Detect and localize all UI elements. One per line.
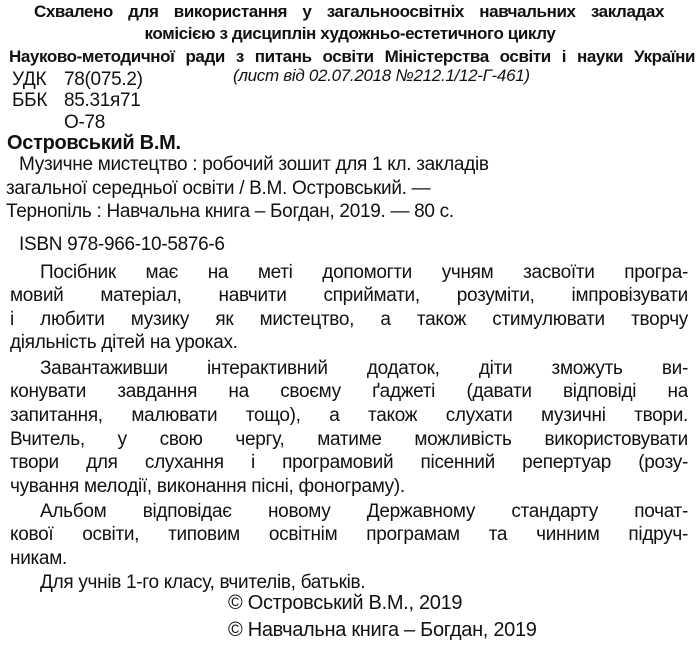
udk-label: УДК	[12, 69, 47, 90]
isbn: ISBN 978-966-10-5876-6	[19, 234, 225, 255]
approval-line-1: Схвалено для використання у загальноосвітніх навчальних закладах	[34, 2, 664, 21]
annotation-line: і любити музику як мистецтво, а також стимулювати творчу	[10, 309, 688, 330]
approval-line-2: комісією з дисциплін художньо-естетичного циклу	[144, 24, 556, 43]
annotation-line: кової освіти, типовим освітнім програмам та чинним підруч-	[10, 524, 688, 545]
biblio-line: загальної середньої освіти / В.М. Островський. —	[6, 178, 431, 199]
annotation-line: никам.	[10, 548, 67, 569]
approval-letter: (лист від 02.07.2018 №212.1/12-Г-461)	[233, 66, 530, 85]
author-sign: О-78	[64, 112, 106, 133]
annotation-line: Вчитель, у свою чергу, матиме можливість використовувати	[10, 429, 688, 450]
copyright-publisher: © Навчальна книга – Богдан, 2019	[228, 619, 537, 641]
udk-value: 78(075.2)	[64, 69, 143, 90]
approval-line-3: Науково-методичної ради з питань освіти Міністерства освіти і науки України	[9, 47, 695, 66]
author: Островський В.М.	[7, 132, 181, 154]
annotation-line: конувати завдання на своєму ґаджеті (давати відповіді на	[10, 381, 688, 402]
annotation-line: Завантаживши інтерактивний додаток, діти зможуть ви-	[40, 358, 688, 379]
copyright-author: © Островський В.М., 2019	[228, 592, 463, 614]
bbk-value: 85.31я71	[64, 90, 141, 111]
biblio-line: Тернопіль : Навчальна книга – Богдан, 2019. — 80 с.	[6, 201, 454, 222]
annotation-line: Посібник має на меті допомогти учням засвоїти програ-	[40, 262, 688, 283]
annotation-line: Альбом відповідає новому Державному стандарту почат-	[40, 501, 688, 522]
annotation-line: твори для слухання і програмовий пісенний репертуар (розу-	[10, 452, 688, 473]
annotation-line: чування мелодії, виконання пісні, фонограму).	[10, 476, 405, 497]
annotation-line: мовий матеріал, навчити сприймати, розуміти, імпровізувати	[10, 285, 688, 306]
annotation-line: діяльність дітей на уроках.	[10, 332, 238, 353]
audience: Для учнів 1-го класу, вчителів, батьків.	[40, 572, 366, 593]
bbk-label: ББК	[12, 90, 48, 111]
annotation-line: запитання, малювати тощо), а також слухати музичні твори.	[10, 405, 688, 426]
biblio-line: Музичне мистецтво : робочий зошит для 1 кл. закладів	[19, 154, 489, 175]
